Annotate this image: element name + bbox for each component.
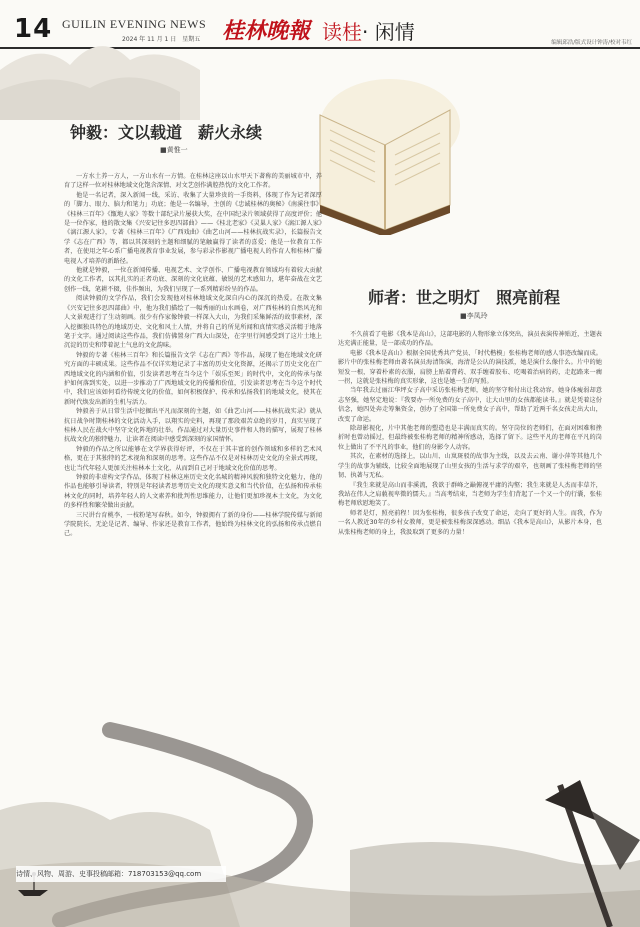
brand-logo: 桂林晚報: [222, 18, 311, 44]
article1-paragraph: 钟毅善于从日常生活中挖掘出平凡而深刻的主题，如《曲艺山河——桂林抗战实录》就从抗日战争时期桂林的文化活动入手，以翔实的史料，再现了那段艰苦卓绝的岁月，真实呈现了桂林人民在战火中坚守文化阵地的壮举。作品通过对大量历史事件和人物的描写，展现了桂林抗战文化的独特魅力，让读者在阅读中感受到深刻的家国情怀。: [64, 408, 322, 444]
section-name: 读桂: [322, 20, 362, 44]
article1-paragraph: 三尺讲台育桃李，一枝粉笔写春秋。如今，钟毅拥有了新的身份——桂林学院传媒与新闻学院院长，无论是记者、编导、作家还是教育工作者，他始终为桂林文化的弘扬和传承点燃自己。: [64, 511, 322, 538]
article1-paragraph: 他是一名记者，深入新闻一线，采访、收集了大量珍贵的一手资料，体现了作为记者深厚的「脚力、眼力、脑力和笔力」功底；他是一名编导，主创的《忠诚桂林的奥秘》《南溪往事》《桂林三百年》《甑地人家》等数十部纪录片屡获大奖，在中国纪录片领域获得了高度评价；他是一位作家，他的散文集《兴安记往多思四部曲》——《桂北老家》《灵巢人家》《漓江源人家》《漓江源人家》，专著《桂林三百年》《广西戏曲》《曲艺山河——桂林抗战实录》，长篇报告文学《志在广西》等，都以其深刻的主题和细腻的笔触赢得了读者的喜爱；他是一位教育工作者，在使用之年心系广播电视教育事业发展，参与彩录作影视广播电视人的作育人和桂林广播电视人才培养的新路径。: [64, 191, 322, 265]
article2-paragraph: 师者是灯，照亮前程！因为张桂梅，很多孩子改变了命运，走向了更好的人生。而我，作为一名人教近30年的乡村女教师，更是被张桂梅深深感动。细品《我本是高山》，从影片本身，也从张桂梅老师的身上，我汲取到了更多的力量！: [338, 509, 602, 536]
issue-date: 2024 年 11 月 1 日 星期五: [122, 36, 201, 43]
ink-landscape-illustration: [0, 690, 640, 927]
section-title: [322, 16, 415, 45]
article1-paragraph: 他就是钟毅，一位在新闻传播、电视艺术、文学创作、广播电视教育领域均有着较大贡献的文化工作者，以其扎实的正者功底、深刻的文化底蕴、敏锐的艺术感知力，堪年奋战在文艺创作一线，笔耕不辍，佳作频出，为我们呈现了一系列精彩纷呈的作品。: [64, 267, 322, 293]
article1-author: ■黄惟一: [160, 146, 188, 154]
page-number: 14: [14, 14, 53, 44]
article1-paragraph: 钟毅的作品之所以能够在文学界获得好评，不仅在于其丰富的创作领域和多样的艺术风格，更在于其独特的艺术视角和深刻的思考。这些作品不仅是对桂林历史文化的全景式再现，也让当代年轻人更加关注桂林本土文化，从而到自己对于地域文化价值的思考。: [64, 445, 322, 472]
open-book-illustration: [300, 55, 460, 235]
mountain-illustration: [0, 0, 240, 120]
article1-body: [64, 172, 322, 720]
paper-name: GUILIN EVENING NEWS: [62, 17, 207, 31]
article1-title: 钟毅：文以载道 薪火永续: [70, 123, 263, 142]
section-subname: · 闲情: [362, 20, 415, 44]
article2-paragraph: 除却影视化，片中其他老师的塑造也是丰满而真实的。坚守岗位的老师们，在面对困难和挫折时也曾动摇过，但最终被张桂梅老师的精神所感动，选择了留下。这些平凡的老师在平凡的岗位上做出了不平凡的事业，他们的身影令人动容。: [338, 425, 602, 451]
article2-author: ■李凤玲: [460, 312, 488, 320]
article2-paragraph: 当年我去过丽江华坪女子高中采访张桂梅老师，她的坚守和付出让我动容。她身体瘦弱却意志坚强，她坚定地说：『我要办一所免费的女子高中，让大山里的女孩都能读书。』就是凭着这份信念，她四处奔走筹集资金，创办了全国第一所免费女子高中，帮助了近两千名女孩走出大山，改变了命运。: [338, 387, 602, 423]
footer-contact: 诗情、风物、周游、史事投稿邮箱：718703153@qq.com: [16, 866, 226, 882]
article2-body: [338, 330, 602, 694]
article1-paragraph: 钟毅的非虚构文学作品，体现了桂林这座历史文化名城的精神风貌和独特文化魅力，他的作品也能够引导读者，特别是年轻读者思考历史文化的现实意义和当代价值，在弘扬和传承桂林文化的同时，培养年轻人的人文素养和批判性思维能力，让他们更加珍视本土文化，为文化的多样性和繁荣做出贡献。: [64, 474, 322, 510]
article2-title: 师者：世之明灯 照亮前程: [368, 288, 561, 307]
article1-paragraph: 一方水土养一方人，一方山水有一方情。在桂林这座以山水甲天下著称的美丽城市中，养育了这样一位对桂林地域文化饱含深情、对文艺创作满腔热忱的文化工作者。: [64, 173, 322, 190]
article2-paragraph: 『我生来就是高山而非溪流，我欲于群峰之巅俯视平庸的沟壑；我生来就是人杰而非草芥，我站在伟人之肩藐视卑微的懦夫。』当高考结束，当老师为学生们背起了一个又一个的行囊，张桂梅老师欣慰地笑了。: [338, 481, 602, 508]
editor-credits: 编辑邱浩/版式设计钟涛/校对韦红: [551, 40, 632, 46]
article2-paragraph: 电影《我本是高山》根据全国优秀共产党员、「时代楷模」张桂梅老师的感人事迹改编而成。影片中的张桂梅老师由著名演员海清饰演，海清是公认的演技派，她是演什么像什么。片中的她短发一根，穿着朴素的衣服，肩膀上贴着膏药、双手缠着胶布、吃喝着治病的药，走起路来一瘸一拐，这就是张桂梅的真实形象，这也是她一生的写照。: [338, 349, 602, 386]
article1-paragraph: 阅读钟毅的文学作品，我们会发现他对桂林地域文化深自内心的深沉的热爱。在散文集《兴安记往多思四部曲》中，他为我们描绘了一幅秀丽的山水画卷，对广西桂林的自然风光和人文景观进行了生动刻画。很少有作家像钟毅一样深入大山，为我们采集鲜活的故事素材，深入挖掘独具特色的地域历史、文化和风土人情，并将自己的所见所闻和真情实感灵活精于地落笔于文字。通过阅读这些作品，我们仿佛置身广西大山深处，在字里行间感受到了这片土地上沉淀的历史和带着泥土气息的文化韵味。: [64, 295, 322, 350]
article2-paragraph: 不久前看了电影《我本是高山》，这部电影的人物形象立体突出，演员表演传神贴近，主题表达充满正能量，是一部成功的作品。: [338, 331, 602, 348]
article2-paragraph: 其次，在素材的选择上，以山川、山岚斑驳的故事为主线，以及去云南、谢小萍等其他几个学生的故事为辅线，比较全面地展现了山里女孩的生活与求学的艰辛，也刻画了张桂梅老师的坚韧、执著与无私。: [338, 453, 602, 480]
article1-paragraph: 钟毅的专著《桂林三百年》和长篇报告文学《志在广西》等作品，展现了他在地域文化研究方面的丰硕成果。这些作品不仅详实地记录了丰富的历史文化资源，还揭示了历史文化在广西地域文化的内涵和价值，引发读者思考在当今这个「娱乐至死」的时代中，文化的传承与保护如何落到实处，以进一步推动了广西地域文化的传播和价值，引发读者思考在当今这个时代中，我们应该如何看待传统文化的价值，如何积极保护、传承和弘扬我们的地域文化，使其在新时代焕发出新的生机与活力。: [64, 351, 322, 406]
